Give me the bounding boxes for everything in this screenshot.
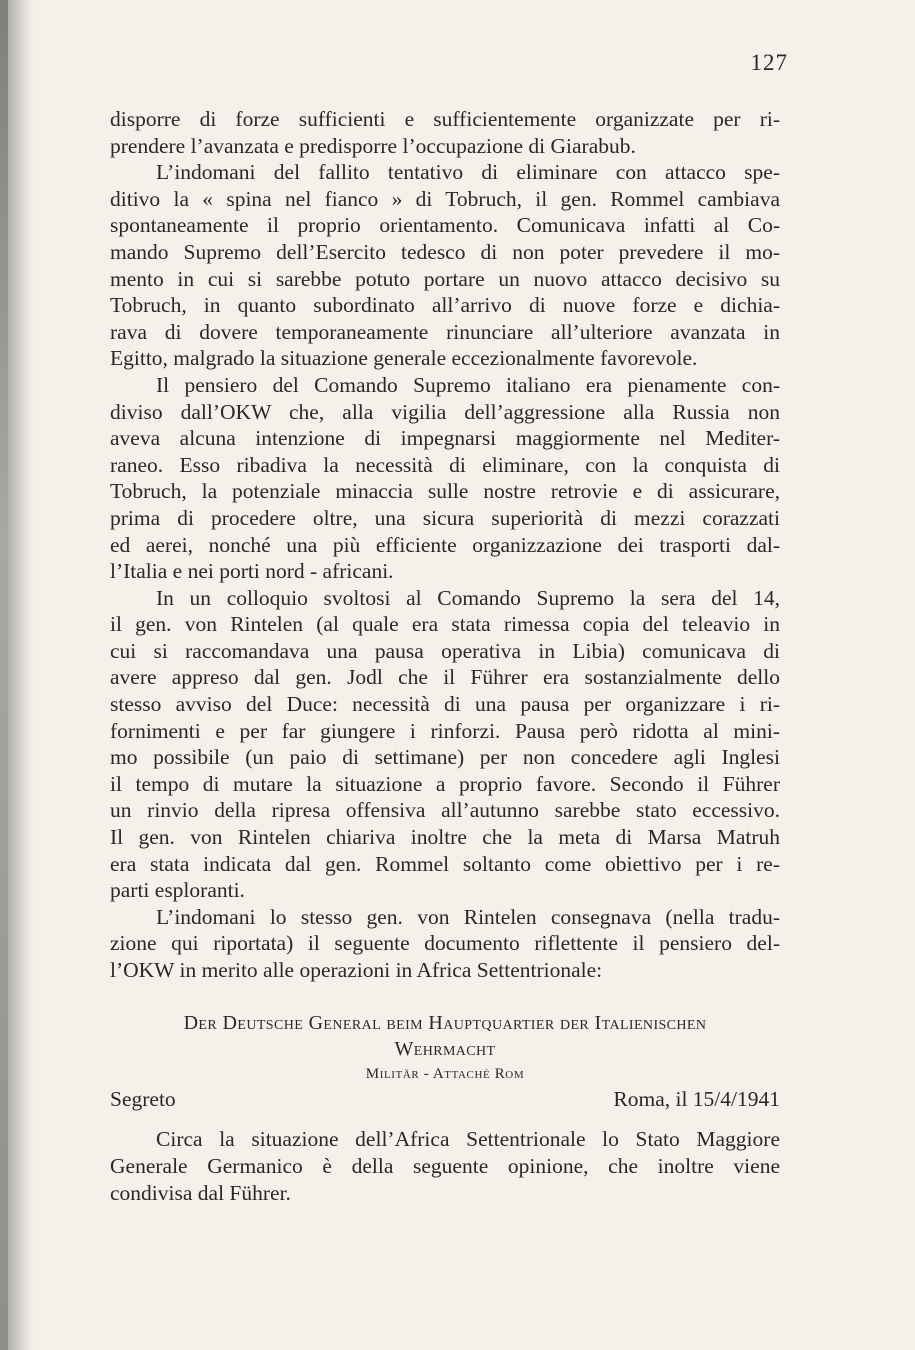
text-line: In un colloquio svoltosi al Comando Supremo la sera del 14,	[156, 585, 780, 610]
text-line: Generale Germanico è della seguente opinione, che inoltre viene	[110, 1153, 780, 1178]
page-number: 127	[750, 50, 788, 75]
text-line: Il pensiero del Comando Supremo italiano era pienamente con-	[156, 372, 780, 397]
text-line: raneo. Esso ribadiva la necessità di eliminare, con la conquista di	[110, 452, 780, 477]
text-line: il tempo di mutare la situazione a proprio favore. Secondo il Führer	[110, 771, 780, 796]
text-line: il gen. von Rintelen (al quale era stata rimessa copia del teleavio in	[110, 612, 780, 637]
header-line-2: Wehrmacht	[394, 1038, 496, 1060]
text-line: aveva alcuna intenzione di impegnarsi maggiormente nel Mediter-	[110, 426, 780, 451]
text-line: prima di procedere oltre, una sicura superiorità di mezzi corazzati	[110, 505, 780, 530]
text-line: condivisa dal Führer.	[110, 1180, 291, 1205]
body-text	[110, 106, 780, 984]
text-line: mento in cui si sarebbe potuto portare un nuovo attacco decisivo su	[110, 266, 780, 291]
text-line: ditivo la « spina nel fianco » di Tobruch, il gen. Rommel cambiava	[110, 186, 780, 211]
document-header	[110, 1010, 780, 1086]
paragraph-3	[110, 372, 780, 585]
text-line: l’Italia e nei porti nord - africani.	[110, 559, 394, 584]
paragraph-2	[110, 159, 780, 372]
text-line: Il gen. von Rintelen chiariva inoltre che la meta di Marsa Matruh	[110, 825, 780, 850]
text-line: mando Supremo dell’Esercito tedesco di non poter prevedere il mo-	[110, 239, 780, 264]
text-line: un rinvio della ripresa offensiva all’autunno sarebbe stato eccessivo.	[110, 798, 780, 823]
header-line-1: Der Deutsche General beim Hauptquartier der Italienischen	[183, 1012, 707, 1034]
classification-label: Segreto	[110, 1087, 176, 1111]
text-line: L’indomani del fallito tentativo di eliminare con attacco spe-	[156, 160, 780, 185]
text-line: L’indomani lo stesso gen. von Rintelen consegnava (nella tradu-	[156, 904, 780, 929]
text-line: rava di dovere temporaneamente rinunciare all’ulteriore avanzata in	[110, 319, 780, 344]
text-line: diviso dall’OKW che, alla vigilia dell’aggressione alla Russia non	[110, 399, 780, 424]
paragraph-5	[110, 904, 780, 984]
text-line: prendere l’avanzata e predisporre l’occupazione di Giarabub.	[110, 133, 636, 158]
text-line: Circa la situazione dell’Africa Settentrionale lo Stato Maggiore	[156, 1127, 780, 1151]
text-line: avere appreso dal gen. Jodl che il Führer era sostanzialmente dello	[110, 665, 780, 690]
paragraph-1	[110, 106, 780, 159]
text-line: Egitto, malgrado la situazione generale eccezionalmente favorevole.	[110, 346, 698, 371]
text-line: mo possibile (un paio di settimane) per non concedere agli Inglesi	[110, 745, 780, 770]
text-line: Tobruch, la potenziale minaccia sulle nostre retrovie e di assicurare,	[110, 479, 780, 504]
text-line: l’OKW in merito alle operazioni in Africa Settentrionale:	[110, 958, 603, 982]
text-line: parti esploranti.	[110, 878, 245, 903]
place-date: Roma, il 15/4/1941	[613, 1087, 780, 1111]
text-line: disporre di forze sufficienti e sufficientemente organizzate per ri-	[110, 107, 780, 131]
text-line: stesso avviso del Duce: necessità di una pausa per organizzare i ri-	[110, 692, 780, 717]
text-line: fornimenti e per far giungere i rinforzi. Pausa però ridotta al mini-	[110, 718, 780, 743]
header-line-3: Militär - Attaché Rom	[365, 1066, 525, 1082]
text-line: zione qui riportata) il seguente documento riflettente il pensiero del-	[110, 931, 780, 956]
closing-paragraph	[110, 1126, 780, 1206]
text-line: era stata indicata dal gen. Rommel soltanto come obiettivo per i re-	[110, 851, 780, 876]
paragraph-4	[110, 585, 780, 904]
text-line: ed aerei, nonché una più efficiente organizzazione dei trasporti dal-	[110, 532, 780, 557]
text-line: cui si raccomandava una pausa operativa in Libia) comunicava di	[110, 638, 780, 663]
text-line: spontaneamente il proprio orientamento. Comunicava infatti al Co-	[110, 213, 780, 238]
text-line: Tobruch, in quanto subordinato all’arrivo di nuove forze e dichia-	[110, 293, 780, 318]
